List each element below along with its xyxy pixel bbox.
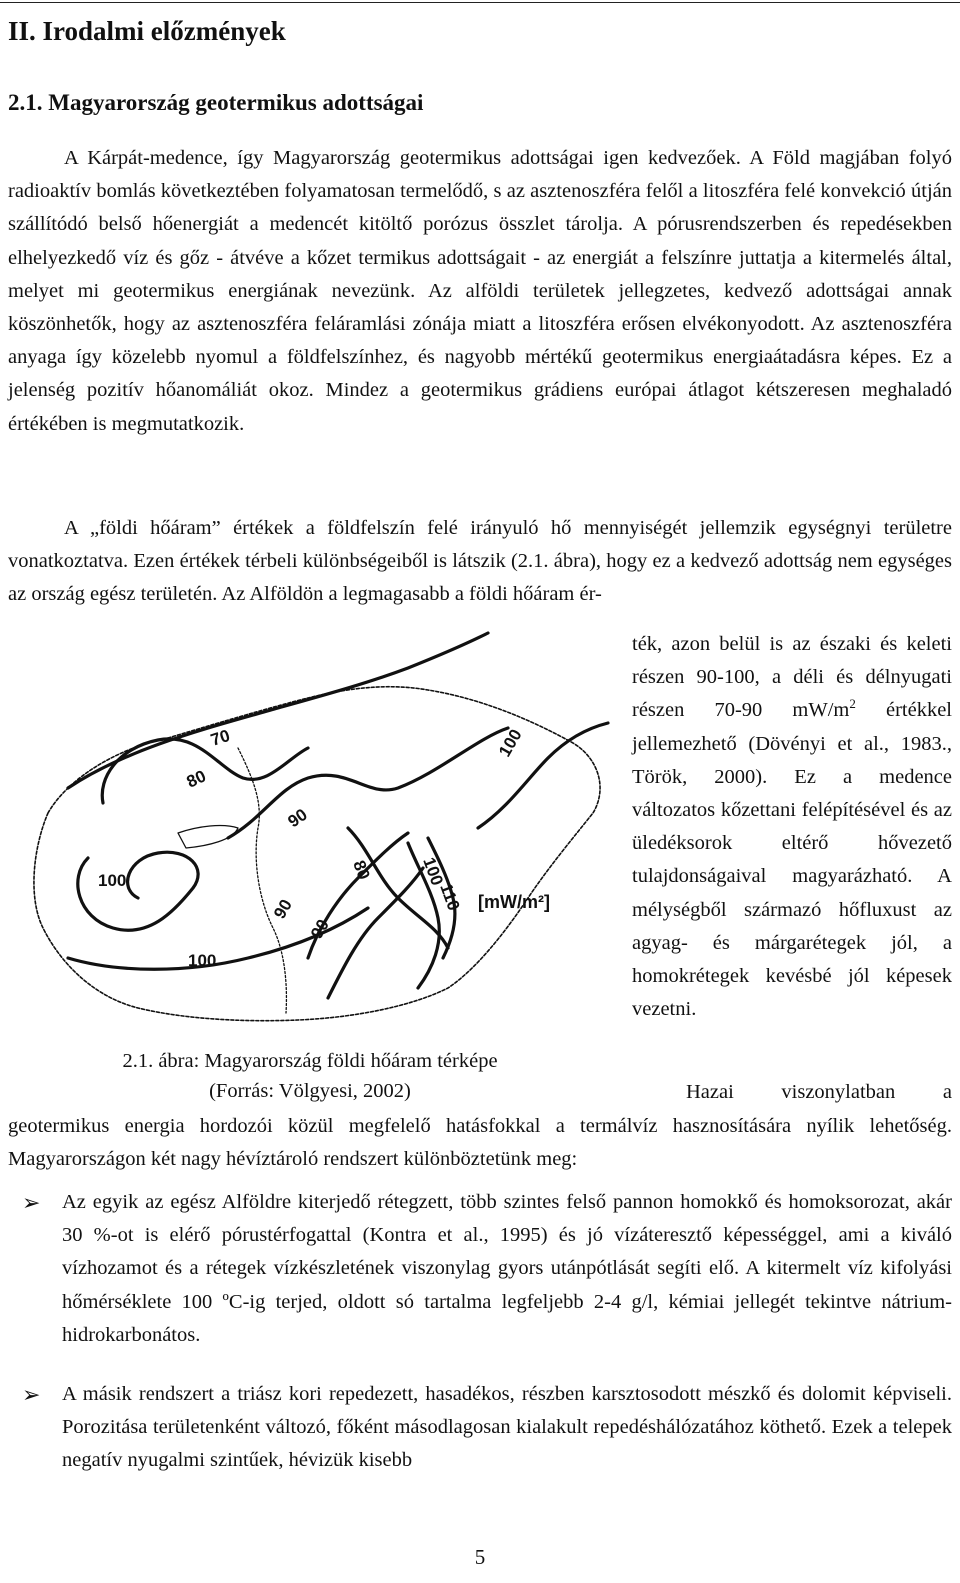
label-80-south: 80 (349, 857, 374, 883)
label-100-south: 100 (188, 951, 217, 970)
unit-label: [mW/m²] (478, 892, 550, 912)
bullet-arrow-icon: ➢ (22, 1190, 41, 1215)
bullet-arrow-icon: ➢ (22, 1382, 41, 1407)
label-90-north: 90 (284, 804, 311, 832)
isoline-70 (68, 633, 488, 788)
label-90-south-a: 90 (270, 896, 296, 922)
bullet-item-2: A másik rendszert a triász kori repedezett, hasadékos, részben karsztosodott mészkő és dolomit képviseli. Porozitása területenként változó, főként másodlagosan kialakult repedéshálózatához köthető. Ezek a telepek negatív nyugalmi szintűek, hévizük kisebb (62, 1383, 952, 1472)
label-100-east: 100 (495, 725, 526, 760)
isoline-90-north (228, 728, 508, 838)
page-number: 5 (474, 1545, 486, 1569)
top-rule (0, 2, 960, 3)
bullet-item-1: Az egyik az egész Alföldre kiterjedő rétegzett, több szintes felső pannon homokkő és homoksorozat, akár 30 %-ot is elérő pórustérfogattal (Kontra et al., 1995) és jó vízáteresztő képességgel, ami a kiváló vízhozamot és a rétegek vízkészletének viszonylag gyors utánpótlását segíti elő. A kitermelt víz kifolyási hőmérséklete 100 ºC-ig terjed, oldott só tartalma legfeljebb 2-4 g/l, kémiai jellegét tekintve nátrium-hidrokarbonátos. (62, 1191, 952, 1346)
isoline-100-west (78, 852, 198, 930)
label-100-se: 100 (419, 854, 447, 889)
label-90-south-b: 90 (307, 916, 333, 942)
heat-flow-map (8, 628, 618, 1028)
paragraph-2-side-a: ték, azon belül is az északi és keleti részen 90-100, a déli és délnyugati részen 70-90 mW/m (632, 633, 952, 722)
label-80-north: 80 (183, 766, 209, 792)
paragraph-3: geotermikus energia hordozói közül megfelelő hatásfokkal a termálvíz hasznosítására nyílik lehetőség. Magyarországon két nagy hévíztároló rendszert különböztetünk meg: (8, 1115, 952, 1171)
unit-superscript: 2 (849, 696, 856, 712)
river-line (238, 748, 286, 1013)
chapter-title: II. Irodalmi előzmények (8, 16, 286, 46)
paragraph-2-side (632, 628, 952, 1026)
isoline-90-south-b (328, 868, 423, 998)
label-100-west: 100 (98, 871, 127, 890)
isoline-100-east (478, 723, 608, 828)
paragraph-3-side: Hazai viszonylatban a (686, 1081, 952, 1103)
paragraph-1: A Kárpát-medence, így Magyarország geotermikus adottságai igen kedvezőek. A Föld magjában folyó radioaktív bomlás következtében folyamatosan termelődő, s az asztenoszféra felől a litoszféra felé konvekció útján szállítódó belső hőenergiát a medencét kitöltő porózus összlet tárolja. A pórusrendszerben és repedésekben elhelyezkedő víz és gőz - átvéve a kőzet termikus adottságait - az energiát a felszínre juttatja a kitermelés által, melyet mi geotermikus energiának nevezünk. Az alföldi területek jellegzetes, kedvező adottságai annak köszönhetők, hogy az asztenoszféra feláramlási zónája miatt a litoszféra erősen elvékonyodott. Az asztenoszféra anyaga így közelebb nyomul a földfelszínhez, és nagyobb mértékű geotermikus energiaátadásra képes. Ez a jelenség pozitív hőanomáliát okoz. Mindez a geotermikus grádiens európai átlagot kétszeresen meghaladó értékében is megmutatkozik. (8, 147, 952, 435)
isoline-80-north (102, 739, 308, 803)
label-110: 110 (436, 880, 464, 914)
paragraph-2-side-b: értékkel jellemezhető (Dövényi et al., 1983., Török, 2000). Ez a medence változatos kőzettani felépítésével és az üledéksorok eltérő hővezető tulajdonságaival magyarázható. A mélységből származó hőfluxust az agyag- és márgarétegek jól, a homokrétegek kevésbé jól képesek vezetni. (632, 699, 952, 1021)
label-70: 70 (208, 725, 233, 750)
paragraph-2: A „földi hőáram” értékek a földfelszín felé irányuló hő mennyiségét jellemzik egységnyi területre vonatkoztatva. Ezen értékek térbeli különbségeiből is látszik (2.1. ábra), hogy ez a kedvező adottság nem egységes az ország egész területén. Az Alföldön a legmagasabb a földi hőáram ér- (8, 517, 952, 606)
section-title: 2.1. Magyarország geotermikus adottságai (8, 90, 424, 115)
figure-caption-line-2: (Forrás: Völgyesi, 2002) (209, 1080, 411, 1102)
figure-caption-line-1: 2.1. ábra: Magyarország földi hőáram térképe (122, 1050, 498, 1072)
